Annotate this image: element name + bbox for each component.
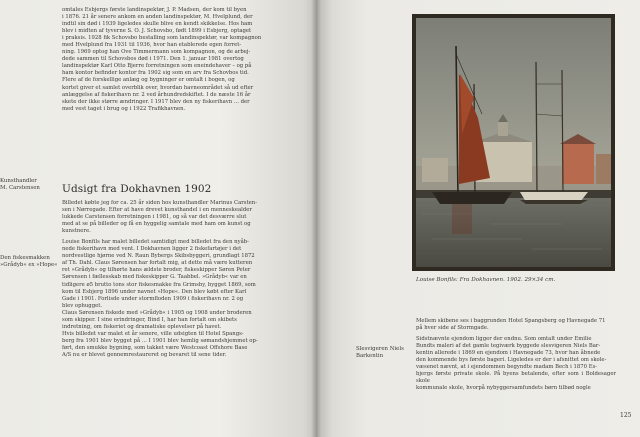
right-text-block: [416, 318, 616, 392]
text-line: Sørensen i fællesskab med fiskeskipper G. Taabbel. »Grådyb« var en: [62, 274, 247, 281]
main-text-block: [62, 200, 280, 359]
text-line: Claus Sørensen fiskede med »Grådyb« i 1905 og 1908 under broderen: [62, 309, 252, 316]
text-line: tidligere ø5 brutto tons stor fiskesmakke fra Grimsby, bygget 1869, som: [62, 281, 256, 288]
margin-note-barkentin: [356, 346, 404, 360]
text-line: på hver side af Stormgade.: [416, 325, 489, 332]
text-line: ham kontor befinder kontor fra 1902 sig som en arv fra Schovbos tid.: [62, 70, 249, 77]
text-line: sen i Nørregade. Efter at have drevet kunsthandel i en menneskealder: [62, 207, 252, 214]
text-line: skete der ikke større ændringer. I 1917 blev den ny fiskerihavn ... der: [62, 98, 250, 105]
text-line: af Th. Dahl. Claus Sørensen har fortalt mig, at dette må være kutteren: [62, 260, 253, 267]
text-line: Hvis billedet var malet et år senere, ville udsigten til Hotel Spangs-: [62, 330, 244, 337]
text-line: dede sammen til Schovsbos død i 1971. Den 1. januar 1981 overtog: [62, 56, 244, 63]
painting-caption: Louise Bonfils: Fra Dokhavnen. 1902. 29×34 cm.: [416, 277, 556, 283]
margin-note-line: M. Carstensen: [0, 185, 40, 192]
text-line: anlæggelse af fiskerihavn nr. 2 ved århundredskiftet. I de næste 16 år: [62, 91, 251, 98]
text-line: ført, den smukke bygning, som takket være Westcoast Offshore Base: [62, 344, 248, 351]
text-line: som skipper. I sine erindringer, Bind I, har han fortalt om skibets: [62, 316, 237, 323]
top-text-block: [62, 7, 278, 113]
text-line: kortet giver et samlet overblik over, hvordan havneområdet så ud efter: [62, 84, 254, 91]
text-line: med at se på billeder og få en hyggelig samtale med ham om kunst og: [62, 221, 251, 228]
text-line: blev ophugget.: [62, 302, 103, 309]
text-line: A/S nu er blevet gennemrestaureret og bevaret til sene tider.: [62, 351, 227, 358]
text-line: med Hvelplund fra 1931 til 1936, hvor han etablerede egen forret-: [62, 42, 242, 49]
text-line: Louise Bonfils har malet billedet samtidigt med billedet fra den nyåb-: [62, 239, 249, 246]
painting-image: [412, 14, 615, 271]
text-line: berg fra 1901 blev bygget på ... I 1901 blev hemlig sømandshjemmet op-: [62, 337, 258, 344]
margin-note-carstensen: [0, 178, 40, 192]
text-line: kunstnere.: [62, 228, 91, 235]
margin-note-line: »Grådyb« ex »Hope«: [0, 262, 58, 269]
text-line: kentin allerede i 1869 en ejendom i Havnegade 73, hvor han åbnede: [416, 350, 601, 357]
text-line: Gade i 1901. Forlisde under stormfloden 1909 i fiskerihavn nr. 2 og: [62, 295, 244, 302]
text-line: den kommende bys første bageri. Ligeledes er der i afsnittet om skole-: [416, 357, 607, 364]
margin-note-line: Den fiskesmakken: [0, 255, 50, 261]
text-line: væsenet nævnt, at i ejendommen begyndte madam Bech i 1870 Es-: [416, 364, 598, 371]
margin-note-gradyb: [0, 255, 57, 269]
text-line: lukkede Carstensen forretningen i 1981, og så var det desværre slut: [62, 214, 247, 221]
text-line: indretning, om fiskeriet og dramatiske oplevelser på havet.: [62, 323, 222, 330]
text-line: landinspektør Karl Otto Bjerre forretningen som eneindehaver – og på: [62, 63, 252, 70]
text-line: Flere af de forskellige anlæg og bygninger er omtalt i bogen, og: [62, 77, 235, 84]
text-line: ret »Grådyb« og tilhørte hans ældste broder, fiskeskipper Søren Peter: [62, 267, 251, 274]
margin-note-line: Kunsthandler: [0, 178, 37, 184]
text-line: indtil sin død i 1939 ligeledes skulle blive en kendt skikkelse. Hos ham: [62, 21, 253, 28]
text-line: i praksis. 1928 fik Schovsbo bestalling som landinspektør, var kompagnon: [62, 35, 262, 42]
text-line: ning. 1969 optog han Ove Timmermann som kompagnon, og de arbej-: [62, 49, 251, 56]
text-line: omtales Esbjergs første landinspektør, J. P. Madsen, der kom til byen: [62, 7, 247, 13]
right-page: [316, 0, 640, 437]
text-line: kom til Esbjerg 1896 under navnet »Hope«. Den blev købt efter Karl: [62, 288, 247, 295]
text-line: nede fiskerihavn med vent. I Dokhavnen ligger 2 fiskefartøjer i det: [62, 246, 242, 253]
book-gutter: [311, 0, 321, 437]
margin-note-line: Slesvigeren Niels: [356, 346, 404, 352]
text-line: kommunale skole, hvorpå nybyggersamfundets børn tilbød nogle: [416, 385, 591, 392]
text-line: blev i midten af tyverne S. O. J. Schovsbo, født 1899 i Esbjerg, optaget: [62, 28, 252, 35]
margin-note-line: Barkentin: [356, 353, 384, 360]
text-line: med vest taget i brug og i 1922 Trafikhavnen.: [62, 105, 186, 112]
text-line: Sidstnævnte ejendom ligger der endnu. Som omtalt under Emilie: [416, 336, 592, 343]
text-line: Bundts maleri af det gamle tegiværk byggede slesvigeren Niels Bar-: [416, 343, 601, 350]
page-number: 125: [620, 412, 632, 419]
text-line: bjergs første private skole. På byens betalende, efter som i Boldesager skole: [416, 371, 616, 385]
text-line: Billedet købte jeg for ca. 25 år siden hos kunsthandler Marinus Carsten-: [62, 200, 257, 206]
left-page: [0, 0, 316, 437]
text-line: i 1876. 21 år senere ankom en anden landinspektør, M. Hvelplund, der: [62, 14, 253, 21]
section-heading: Udsigt fra Dokhavnen 1902: [62, 183, 212, 195]
text-line: nordvestlige hjørne ved N. Raun Bybergs Skibsbyggeri, grundlagt 1872: [62, 253, 255, 260]
text-line: Mellem skibene ses i baggrunden Hotel Spangsberg og Havnegade 71: [416, 318, 606, 324]
harbor-painting-illustration: [412, 14, 615, 271]
